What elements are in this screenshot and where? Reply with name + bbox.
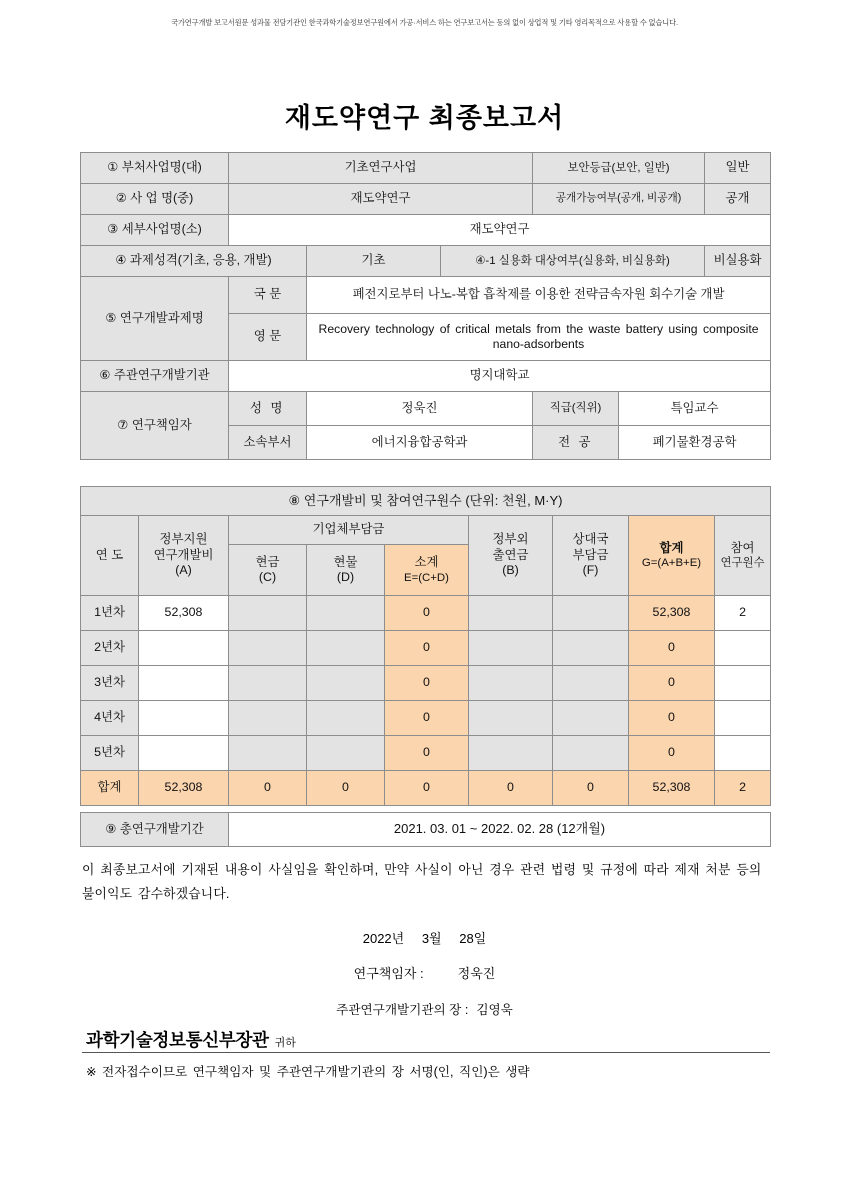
cell-researchers [715, 736, 771, 771]
cell-nongov [469, 596, 553, 631]
cell-researchers: 2 [715, 596, 771, 631]
value-detail-program: 재도약연구 [229, 215, 771, 246]
total-nongov: 0 [469, 771, 553, 806]
grand-total-line2: G=(A+B+E) [641, 557, 702, 570]
signature-omission-note: ※ 전자접수이므로 연구책임자 및 주관연구개발기관의 장 서명(인, 직인)은 생략 [86, 1065, 530, 1079]
cell-researchers [715, 701, 771, 736]
label-english-title: 영 문 [229, 314, 307, 361]
researchers-line2: 연구원수 [720, 557, 765, 570]
cell-researchers [715, 631, 771, 666]
label-ministry-program: ① 부처사업명(대) [81, 153, 229, 184]
cell-partner [553, 596, 629, 631]
signature-org-label: 주관연구개발기관의 장 : [336, 1003, 469, 1017]
row-label-total: 합계 [81, 771, 139, 806]
cell-gov-fund [139, 736, 229, 771]
label-security-level: 보안등급(보안, 일반) [533, 153, 705, 184]
table-row [81, 516, 771, 545]
signature-date: 2022년 3월 28일 [362, 931, 487, 946]
cell-grand-total: 0 [629, 736, 715, 771]
cash-line1: 현금 [255, 554, 280, 569]
cell-subtotal: 0 [385, 596, 469, 631]
value-host-institution: 명지대학교 [229, 361, 771, 392]
table-row [81, 666, 771, 701]
value-english-title: Recovery technology of critical metals from the waste battery using composite nano-adsorbents [307, 314, 771, 361]
inkind-line1: 현물 [333, 554, 358, 569]
horizontal-divider [82, 1052, 770, 1053]
partner-line3: (F) [582, 563, 599, 578]
total-inkind: 0 [307, 771, 385, 806]
cell-partner [553, 631, 629, 666]
grand-total-line1: 합계 [659, 540, 684, 555]
value-program-name: 재도약연구 [229, 184, 533, 215]
subtotal-line2: E=(C+D) [404, 571, 449, 584]
cell-subtotal: 0 [385, 701, 469, 736]
cell-partner [553, 701, 629, 736]
cash-line2: (C) [258, 570, 277, 584]
label-korean-title: 국 문 [229, 277, 307, 314]
label-detail-program: ③ 세부사업명(소) [81, 215, 229, 246]
total-gov-fund: 52,308 [139, 771, 229, 806]
value-pi-name: 정욱진 [307, 392, 533, 426]
table-row [81, 361, 771, 392]
gov-fund-line2: 연구개발비 [153, 547, 214, 562]
col-header-nongov-fund [469, 516, 553, 596]
label-program-name: ② 사 업 명(중) [81, 184, 229, 215]
table-row-total [81, 771, 771, 806]
gov-fund-line1: 정부지원 [159, 532, 208, 547]
table-row [81, 736, 771, 771]
cell-gov-fund [139, 666, 229, 701]
partner-line2: 부담금 [572, 547, 609, 562]
label-host-institution: ⑥ 주관연구개발기관 [81, 361, 229, 392]
table-row [81, 701, 771, 736]
cell-inkind [307, 631, 385, 666]
cell-researchers [715, 666, 771, 701]
nongov-line2: 출연금 [492, 547, 529, 562]
addressee-honorific: 귀하 [274, 1037, 296, 1049]
value-pi-major: 폐기물환경공학 [619, 426, 771, 460]
total-grand-total: 52,308 [629, 771, 715, 806]
cell-nongov [469, 701, 553, 736]
row-label-year: 1년차 [81, 596, 139, 631]
signature-org-line [0, 999, 849, 1018]
cell-gov-fund [139, 631, 229, 666]
budget-table [80, 486, 771, 806]
nongov-line1: 정부외 [492, 532, 529, 547]
page-title: 재도약연구 최종보고서 [284, 103, 565, 133]
cell-subtotal: 0 [385, 736, 469, 771]
col-header-cash [229, 545, 307, 596]
cell-cash [229, 736, 307, 771]
cell-subtotal: 0 [385, 631, 469, 666]
cell-grand-total: 0 [629, 631, 715, 666]
label-commercialization: ④-1 실용화 대상여부(실용화, 비실용화) [441, 246, 705, 277]
cell-partner [553, 736, 629, 771]
value-commercialization: 비실용화 [705, 246, 771, 277]
partner-line1: 상대국 [572, 532, 609, 547]
col-header-partner-country [553, 516, 629, 596]
cell-cash [229, 666, 307, 701]
value-total-period: 2021. 03. 01 ~ 2022. 02. 28 (12개월) [229, 813, 771, 847]
cell-gov-fund: 52,308 [139, 596, 229, 631]
table-row [81, 596, 771, 631]
col-header-subtotal [385, 545, 469, 596]
cell-inkind [307, 666, 385, 701]
label-pi-name: 성 명 [229, 392, 307, 426]
col-header-inkind [307, 545, 385, 596]
cell-inkind [307, 736, 385, 771]
col-header-company-contribution: 기업체부담금 [229, 516, 469, 545]
table-row [81, 246, 771, 277]
value-security-level: 일반 [705, 153, 771, 184]
cell-nongov [469, 631, 553, 666]
row-label-year: 4년차 [81, 701, 139, 736]
cell-nongov [469, 736, 553, 771]
table-row [81, 153, 771, 184]
cell-cash [229, 701, 307, 736]
col-header-grand-total [629, 516, 715, 596]
addressee-minister-name: 과학기술정보통신부장관 [86, 1030, 269, 1050]
table-row [81, 487, 771, 516]
signature-org-name: 김영욱 [476, 1003, 513, 1017]
cell-nongov [469, 666, 553, 701]
label-pi-major: 전 공 [533, 426, 619, 460]
certification-statement: 이 최종보고서에 기재된 내용이 사실임을 확인하며, 만약 사실이 아닌 경우 관련 법령 및 규정에 따라 제재 처분 등의 불이익도 감수하겠습니다. [82, 862, 762, 901]
project-info-table [80, 152, 771, 460]
label-public-availability: 공개가능여부(공개, 비공개) [533, 184, 705, 215]
col-header-gov-fund [139, 516, 229, 596]
row-label-year: 2년차 [81, 631, 139, 666]
table-row [81, 813, 771, 847]
signature-pi-name: 정욱진 [457, 966, 496, 981]
label-total-period: ⑨ 총연구개발기간 [81, 813, 229, 847]
value-public-availability: 공개 [705, 184, 771, 215]
addressee-line [86, 1027, 296, 1052]
table-row [81, 392, 771, 426]
cell-cash [229, 631, 307, 666]
cell-partner [553, 666, 629, 701]
inkind-line2: (D) [336, 570, 355, 584]
researchers-line1: 참여 [730, 540, 755, 555]
cell-grand-total: 0 [629, 701, 715, 736]
cell-inkind [307, 596, 385, 631]
value-pi-rank: 특임교수 [619, 392, 771, 426]
value-korean-title: 폐전지로부터 나노-복합 흡착제를 이용한 전략금속자원 회수기술 개발 [307, 277, 771, 314]
table-row [81, 277, 771, 314]
gov-fund-line3: (A) [175, 563, 192, 578]
table-row [81, 631, 771, 666]
table-row [81, 215, 771, 246]
budget-table-caption: ⑧ 연구개발비 및 참여연구원수 (단위: 천원, M·Y) [81, 487, 771, 516]
table-row [81, 184, 771, 215]
label-pi-rank: 직급(직위) [533, 392, 619, 426]
row-label-year: 5년차 [81, 736, 139, 771]
nongov-line3: (B) [502, 563, 519, 578]
cell-grand-total: 52,308 [629, 596, 715, 631]
cell-gov-fund [139, 701, 229, 736]
value-ministry-program: 기초연구사업 [229, 153, 533, 184]
value-project-type: 기초 [307, 246, 441, 277]
subtotal-line1: 소계 [414, 555, 439, 570]
label-project-type: ④ 과제성격(기초, 응용, 개발) [81, 246, 307, 277]
cell-subtotal: 0 [385, 666, 469, 701]
cell-grand-total: 0 [629, 666, 715, 701]
col-header-researchers [715, 516, 771, 596]
signature-pi-line [0, 963, 849, 982]
project-period-table [80, 812, 771, 847]
cell-inkind [307, 701, 385, 736]
label-pi-department: 소속부서 [229, 426, 307, 460]
cell-cash [229, 596, 307, 631]
total-partner: 0 [553, 771, 629, 806]
signature-pi-label: 연구책임자 : [353, 966, 424, 981]
copyright-disclaimer: 국가연구개발 보고서원문 성과물 전담기관인 한국과학기술정보연구원에서 가공·서비스 하는 연구보고서는 동의 없이 상업적 및 기타 영리목적으로 사용할 수 없습니다. [171, 18, 678, 27]
value-pi-department: 에너지융합공학과 [307, 426, 533, 460]
row-label-year: 3년차 [81, 666, 139, 701]
label-project-title: ⑤ 연구개발과제명 [81, 277, 229, 361]
col-header-year: 연 도 [81, 516, 139, 596]
total-subtotal: 0 [385, 771, 469, 806]
total-researchers: 2 [715, 771, 771, 806]
label-principal-investigator: ⑦ 연구책임자 [81, 392, 229, 460]
total-cash: 0 [229, 771, 307, 806]
